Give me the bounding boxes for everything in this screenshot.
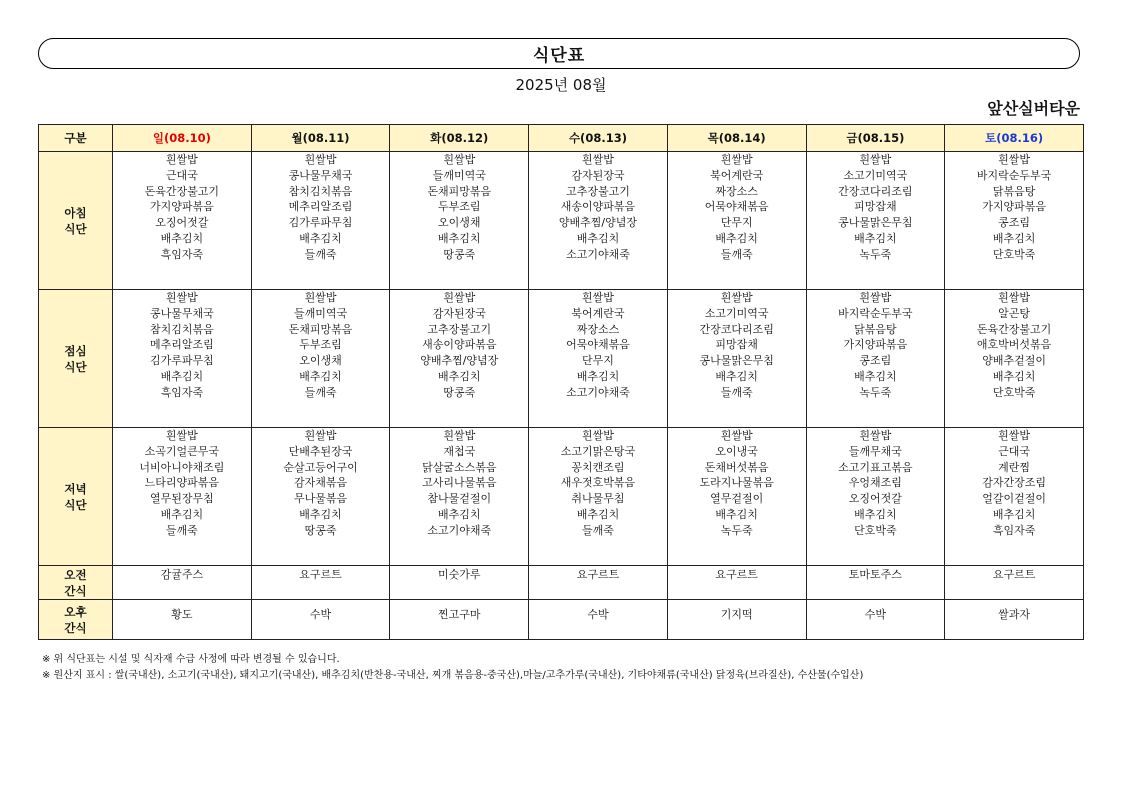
menu-item: 감자된장국	[432, 306, 486, 320]
menu-item: 들깨미역국	[293, 306, 348, 320]
menu-item: 소고기표고볶음	[838, 460, 913, 474]
page-title: 식단표	[532, 46, 586, 66]
menu-item: 고사리나물볶음	[422, 476, 497, 490]
menu-item: 참치김치볶음	[288, 184, 353, 198]
menu-item: 흰쌀밥	[582, 153, 614, 166]
menu-item: 근대국	[165, 168, 198, 182]
menu-item: 소고기맑은탕국	[560, 444, 636, 458]
menu-item: 배추김치	[854, 507, 897, 521]
menu-cell	[806, 428, 945, 566]
snack-cell: 요구르트	[945, 566, 1084, 600]
menu-item: 계란찜	[998, 460, 1031, 474]
menu-item: 녹두죽	[859, 247, 892, 261]
menu-item: 느타리양파볶음	[144, 476, 220, 490]
menu-item: 배추김치	[160, 231, 204, 245]
menu-item: 흰쌀밥	[165, 153, 198, 166]
row-lunch	[39, 290, 1084, 428]
menu-item: 바지락순두부국	[976, 168, 1052, 182]
menu-item: 배추김치	[992, 507, 1036, 521]
snack-cell: 요구르트	[667, 566, 806, 600]
menu-item: 들깨무채국	[848, 444, 902, 458]
notes	[42, 652, 863, 683]
menu-item: 열무된장무침	[149, 492, 214, 506]
menu-item: 흰쌀밥	[859, 429, 892, 442]
menu-item: 들깨죽	[720, 247, 753, 261]
menu-item: 소고기야채죽	[566, 385, 630, 399]
menu-item: 배추김치	[715, 507, 758, 521]
menu-item: 닭살굴소스볶음	[422, 460, 497, 474]
menu-item: 꽁치캔조림	[571, 460, 625, 474]
row-label-line: 오후	[64, 604, 87, 619]
menu-item: 김가루파무침	[288, 216, 353, 230]
menu-item: 배추김치	[715, 369, 758, 383]
row-label-dinner	[39, 428, 113, 566]
menu-item: 새송이양파볶음	[422, 338, 497, 352]
snack-cell: 수박	[529, 600, 668, 640]
menu-cell	[529, 152, 668, 290]
menu-item: 들깨죽	[304, 247, 337, 261]
menu-item: 흰쌀밥	[859, 291, 892, 304]
snack-cell: 감귤주스	[113, 566, 252, 600]
menu-cell	[251, 428, 390, 566]
row-label-line: 점심	[64, 343, 87, 358]
menu-item: 취나물무침	[571, 492, 625, 506]
title-box	[38, 38, 1080, 69]
menu-item: 배추김치	[854, 231, 897, 245]
menu-item: 흰쌀밥	[304, 429, 337, 442]
menu-item: 단배추된장국	[288, 444, 353, 458]
menu-item: 배추김치	[576, 507, 620, 521]
menu-item: 단호박죽	[992, 385, 1036, 399]
row-label-line: 아침	[64, 205, 87, 220]
menu-item: 배추김치	[438, 369, 481, 383]
row-label-line: 식단	[64, 497, 87, 512]
menu-item: 콩나물무채국	[149, 306, 214, 320]
menu-cell	[945, 428, 1084, 566]
menu-item: 들깨죽	[304, 385, 337, 399]
menu-cell	[945, 290, 1084, 428]
menu-item: 메추리알조림	[149, 338, 214, 352]
row-label-lunch	[39, 290, 113, 428]
menu-item: 배추김치	[715, 231, 758, 245]
menu-item: 흰쌀밥	[859, 153, 892, 166]
menu-item: 바지락순두부국	[838, 306, 913, 320]
menu-item: 우엉채조림	[848, 476, 902, 490]
menu-item: 녹두죽	[720, 523, 753, 537]
menu-item: 어묵야채볶음	[704, 200, 769, 214]
menu-item: 북어계란국	[710, 168, 764, 182]
menu-cell	[390, 428, 529, 566]
menu-cell	[667, 290, 806, 428]
menu-item: 흰쌀밥	[582, 291, 614, 304]
menu-item: 돈육간장불고기	[976, 322, 1052, 336]
menu-item: 들깨죽	[582, 523, 614, 537]
row-label-line: 저녁	[64, 481, 87, 496]
menu-item: 흰쌀밥	[720, 429, 753, 442]
menu-item: 오이냉국	[715, 444, 758, 458]
menu-item: 고추장불고기	[566, 184, 630, 198]
menu-item: 땅콩죽	[443, 247, 476, 261]
menu-item: 흰쌀밥	[165, 429, 198, 442]
menu-item: 배추김치	[160, 507, 204, 521]
menu-item: 가지양파볶음	[149, 200, 214, 214]
menu-item: 배추김치	[438, 507, 481, 521]
menu-item: 간장코다리조림	[699, 322, 774, 336]
row-label-line: 간식	[64, 583, 87, 598]
menu-item: 배추김치	[438, 231, 481, 245]
menu-item: 김가루파무침	[149, 354, 214, 368]
snack-cell: 기지떡	[667, 600, 806, 640]
menu-item: 콩조림	[998, 216, 1031, 230]
menu-item: 소곡기얼큰무국	[144, 444, 220, 458]
menu-cell	[945, 152, 1084, 290]
menu-item: 흰쌀밥	[998, 291, 1031, 304]
menu-item: 흰쌀밥	[720, 291, 753, 304]
menu-item: 돈채피망볶음	[288, 322, 353, 336]
facility-name: 앞산실버타운	[987, 99, 1080, 118]
menu-cell	[529, 428, 668, 566]
menu-item: 피망잡채	[854, 200, 897, 214]
menu-cell	[390, 290, 529, 428]
menu-item: 두부조림	[438, 200, 481, 214]
row-label-line: 오전	[64, 567, 87, 582]
snack-cell: 수박	[251, 600, 390, 640]
menu-item: 가지양파볶음	[843, 338, 908, 352]
menu-item: 들깨죽	[720, 385, 753, 399]
menu-item: 감자된장국	[571, 168, 625, 182]
menu-item: 짜장소스	[715, 184, 758, 198]
menu-item: 새우젓호박볶음	[560, 476, 636, 490]
header-day-sat: 토(08.16)	[945, 125, 1084, 152]
menu-item: 단호박죽	[854, 523, 897, 537]
menu-item: 땅콩죽	[443, 385, 476, 399]
menu-item: 흰쌀밥	[304, 291, 337, 304]
menu-item: 들깨죽	[165, 523, 198, 537]
menu-item: 재첩국	[443, 444, 476, 458]
menu-item: 감자간장조림	[982, 476, 1046, 490]
snack-cell: 수박	[806, 600, 945, 640]
header-day-sun: 일(08.10)	[113, 125, 252, 152]
row-label-pm-snack	[39, 600, 113, 640]
menu-item: 돈채피망볶음	[427, 184, 492, 198]
menu-item: 닭볶음탕	[992, 184, 1036, 198]
menu-item: 순살고등어구이	[283, 460, 358, 474]
header-day-mon: 월(08.11)	[251, 125, 390, 152]
header-day-wed: 수(08.13)	[529, 125, 668, 152]
row-label-am-snack	[39, 566, 113, 600]
menu-item: 새송이양파볶음	[560, 200, 636, 214]
snack-cell: 요구르트	[529, 566, 668, 600]
menu-cell	[529, 290, 668, 428]
snack-cell: 요구르트	[251, 566, 390, 600]
menu-item: 두부조림	[299, 338, 342, 352]
row-label-breakfast	[39, 152, 113, 290]
note-change: ※ 위 식단표는 시설 및 식자재 수급 사정에 따라 변경될 수 있습니다.	[42, 654, 340, 665]
menu-item: 흑임자죽	[160, 385, 204, 399]
menu-item: 땅콩죽	[304, 523, 337, 537]
menu-item: 참치김치볶음	[149, 322, 214, 336]
menu-item: 배추김치	[992, 231, 1036, 245]
header-category: 구분	[39, 125, 113, 152]
row-label-line: 간식	[64, 620, 87, 635]
row-label-line: 식단	[64, 359, 87, 374]
row-breakfast	[39, 152, 1084, 290]
menu-item: 흰쌀밥	[998, 429, 1031, 442]
menu-cell	[113, 152, 252, 290]
menu-cell	[667, 152, 806, 290]
menu-item: 흑임자죽	[992, 523, 1036, 537]
month-label: 2025년 08월	[515, 76, 607, 94]
menu-item: 콩나물맑은무침	[699, 354, 774, 368]
menu-item: 참나물겉절이	[427, 492, 492, 506]
snack-cell: 미숫가루	[390, 566, 529, 600]
menu-item: 양배추찜/양념장	[558, 216, 637, 230]
header-day-fri: 금(08.15)	[806, 125, 945, 152]
menu-item: 흰쌀밥	[165, 291, 198, 304]
menu-item: 피망잡채	[715, 338, 758, 352]
menu-item: 흰쌀밥	[720, 153, 753, 166]
menu-item: 소고기미역국	[843, 168, 908, 182]
menu-item: 배추김치	[576, 369, 620, 383]
menu-item: 양배추찜/양념장	[420, 354, 499, 368]
snack-cell: 쌀과자	[945, 600, 1084, 640]
menu-item: 무나물볶음	[293, 492, 348, 506]
menu-cell	[251, 290, 390, 428]
menu-item: 오이생채	[299, 354, 342, 368]
note-origin: ※ 원산지 표시 : 쌀(국내산), 소고기(국내산), 돼지고기(국내산), 배추김치(반찬용-국내산, 찌개 볶음용-중국산),마늘/고추가루(국내산), 기타야채류(국내산) 닭정육(브라질산), 수산물(수입산)	[42, 669, 864, 681]
row-pm-snack	[39, 600, 1084, 640]
menu-item: 콩조림	[859, 354, 892, 368]
menu-item: 양배추겉절이	[982, 354, 1046, 368]
menu-item: 돈육간장불고기	[144, 184, 220, 198]
menu-item: 간장코다리조림	[838, 184, 913, 198]
menu-item: 콩나물맑은무침	[838, 216, 913, 230]
menu-item: 오이생채	[438, 216, 481, 230]
menu-item: 소고기미역국	[704, 306, 769, 320]
menu-item: 흰쌀밥	[443, 429, 476, 442]
menu-item: 얼갈이겉절이	[982, 492, 1046, 506]
menu-item: 배추김치	[299, 507, 342, 521]
menu-cell	[806, 290, 945, 428]
snack-cell: 토마토주스	[806, 566, 945, 600]
menu-item: 알곤탕	[998, 306, 1031, 320]
menu-item: 배추김치	[992, 369, 1036, 383]
menu-item: 소고기야채죽	[566, 247, 630, 261]
menu-cell	[390, 152, 529, 290]
menu-item: 배추김치	[299, 231, 342, 245]
menu-cell	[113, 290, 252, 428]
menu-item: 배추김치	[299, 369, 342, 383]
menu-item: 흰쌀밥	[998, 153, 1031, 166]
menu-cell	[806, 152, 945, 290]
header-day-thu: 목(08.14)	[667, 125, 806, 152]
menu-item: 근대국	[998, 444, 1031, 458]
header-row	[39, 125, 1084, 152]
menu-item: 녹두죽	[859, 385, 892, 399]
menu-item: 오징어젓갈	[155, 216, 209, 230]
menu-item: 흰쌀밥	[443, 291, 476, 304]
menu-item: 고추장불고기	[427, 322, 492, 336]
menu-cell	[667, 428, 806, 566]
menu-cell	[113, 428, 252, 566]
menu-table	[38, 124, 1084, 640]
row-label-line: 식단	[64, 221, 87, 236]
menu-item: 콩나물무채국	[288, 168, 353, 182]
row-dinner	[39, 428, 1084, 566]
menu-item: 가지양파볶음	[982, 200, 1046, 214]
menu-item: 흰쌀밥	[304, 153, 337, 166]
menu-cell	[251, 152, 390, 290]
menu-item: 배추김치	[160, 369, 204, 383]
menu-item: 너비아니야채조림	[139, 460, 225, 474]
row-am-snack	[39, 566, 1084, 600]
menu-item: 열무겉절이	[710, 492, 764, 506]
menu-item: 오징어젓갈	[848, 492, 902, 506]
menu-item: 돈채버섯볶음	[704, 460, 769, 474]
menu-item: 흑임자죽	[160, 247, 204, 261]
menu-item: 어묵야채볶음	[566, 338, 630, 352]
menu-item: 애호박버섯볶음	[976, 338, 1052, 352]
snack-cell: 찐고구마	[390, 600, 529, 640]
menu-item: 배추김치	[576, 231, 620, 245]
menu-item: 감자채볶음	[293, 476, 348, 490]
menu-item: 닭볶음탕	[854, 322, 897, 336]
menu-item: 단무지	[582, 354, 614, 368]
menu-item: 소고기야채죽	[427, 523, 492, 537]
menu-item: 도라지나물볶음	[699, 476, 774, 490]
snack-cell: 황도	[113, 600, 252, 640]
menu-item: 흰쌀밥	[582, 429, 614, 442]
menu-item: 흰쌀밥	[443, 153, 476, 166]
menu-item: 짜장소스	[576, 322, 620, 336]
menu-item: 메추리알조림	[288, 200, 353, 214]
menu-item: 배추김치	[854, 369, 897, 383]
menu-item: 단무지	[720, 216, 753, 230]
menu-item: 단호박죽	[992, 247, 1036, 261]
menu-item: 들깨미역국	[432, 168, 486, 182]
menu-item: 북어계란국	[571, 306, 625, 320]
header-day-tue: 화(08.12)	[390, 125, 529, 152]
